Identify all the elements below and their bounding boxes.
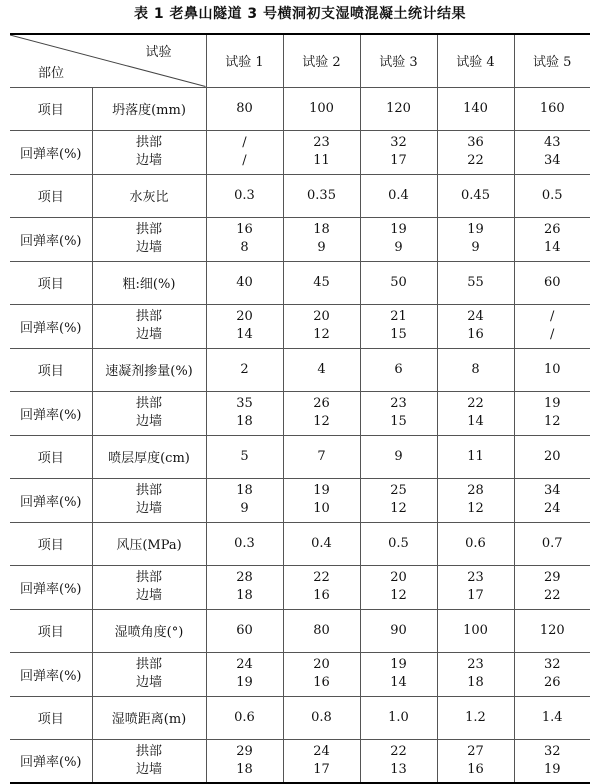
parameter-value: 4 xyxy=(283,348,360,391)
rebound-label: 回弹率(%) xyxy=(10,739,92,783)
rebound-stack xyxy=(515,656,591,692)
rebound-stack xyxy=(361,569,437,605)
location-labels xyxy=(92,130,206,174)
rebound-stack xyxy=(438,743,514,779)
wall-value: 19 xyxy=(236,675,253,690)
rebound-stack xyxy=(515,395,591,431)
parameter-value: 160 xyxy=(514,87,590,130)
location-stack xyxy=(93,221,206,257)
arch-value: 25 xyxy=(390,483,407,498)
parameter-value: 0.7 xyxy=(514,522,590,565)
rebound-values xyxy=(514,652,590,696)
parameter-value: 0.8 xyxy=(283,696,360,739)
parameter-value: 100 xyxy=(283,87,360,130)
arch-value: 19 xyxy=(390,657,407,672)
wall-value: 12 xyxy=(313,414,330,429)
rebound-values xyxy=(206,304,283,348)
test-header: 试验 2 xyxy=(283,34,360,87)
arch-label: 拱部 xyxy=(135,743,162,759)
rebound-row xyxy=(10,217,590,261)
rebound-stack xyxy=(438,221,514,257)
arch-value: 22 xyxy=(313,570,330,585)
arch-value: 23 xyxy=(467,657,484,672)
location-labels xyxy=(92,217,206,261)
wall-value: 34 xyxy=(543,153,561,168)
wall-value: 16 xyxy=(467,761,484,777)
rebound-stack xyxy=(515,134,591,170)
wall-value: 22 xyxy=(543,588,561,603)
parameter-row xyxy=(10,609,590,652)
wall-value: 12 xyxy=(467,501,484,516)
wall-value: / xyxy=(242,153,247,168)
rebound-values xyxy=(283,478,360,522)
location-stack xyxy=(93,395,206,431)
parameter-row xyxy=(10,174,590,217)
rebound-stack xyxy=(361,308,437,344)
arch-label: 拱部 xyxy=(135,396,162,411)
rebound-stack xyxy=(207,482,283,518)
parameter-value: 0.6 xyxy=(437,522,514,565)
rebound-stack xyxy=(438,569,514,605)
wall-value: 18 xyxy=(236,588,253,603)
rebound-stack xyxy=(207,743,283,779)
table-title: 表 1 老鼻山隧道 3 号横洞初支湿喷混凝土统计结果 xyxy=(134,6,466,22)
arch-value: 20 xyxy=(313,309,330,324)
item-label: 项目 xyxy=(10,174,92,217)
rebound-label: 回弹率(%) xyxy=(10,217,92,261)
parameter-value: 80 xyxy=(206,87,283,130)
location-labels xyxy=(92,391,206,435)
rebound-values xyxy=(283,565,360,609)
arch-value: 23 xyxy=(313,135,330,150)
arch-value: 19 xyxy=(467,222,484,237)
arch-value: 28 xyxy=(467,483,484,498)
rebound-values xyxy=(437,478,514,522)
arch-value: 35 xyxy=(236,396,253,411)
parameter-name: 坍落度(mm) xyxy=(92,87,206,130)
rebound-row xyxy=(10,739,590,783)
parameter-value: 120 xyxy=(514,609,590,652)
parameter-value: 1.4 xyxy=(514,696,590,739)
wall-value: 24 xyxy=(543,501,561,516)
parameter-value: 50 xyxy=(360,261,437,304)
wall-value: 12 xyxy=(313,327,330,342)
arch-label: 拱部 xyxy=(135,309,162,324)
column-axis-label: 试验 xyxy=(145,45,172,60)
rebound-values xyxy=(437,130,514,174)
parameter-name: 风压(MPa) xyxy=(92,522,206,565)
rebound-values xyxy=(206,478,283,522)
wall-value: 22 xyxy=(467,153,484,168)
rebound-stack xyxy=(515,743,591,779)
parameter-row xyxy=(10,522,590,565)
rebound-values xyxy=(514,565,590,609)
rebound-stack xyxy=(284,221,360,257)
wall-label: 边墙 xyxy=(135,675,162,690)
wall-value: 17 xyxy=(467,588,484,603)
arch-value: 43 xyxy=(543,135,561,150)
rebound-values xyxy=(437,565,514,609)
arch-value: 34 xyxy=(543,483,561,498)
arch-value: 18 xyxy=(313,222,330,237)
wall-value: 13 xyxy=(390,761,407,777)
rebound-values xyxy=(360,739,437,783)
item-label: 项目 xyxy=(10,435,92,478)
rebound-stack xyxy=(207,569,283,605)
parameter-value: 40 xyxy=(206,261,283,304)
location-labels xyxy=(92,304,206,348)
header-row xyxy=(10,34,590,87)
arch-value: 27 xyxy=(467,743,484,759)
item-label: 项目 xyxy=(10,696,92,739)
wall-value: 9 xyxy=(317,240,326,255)
rebound-values xyxy=(437,217,514,261)
rebound-values xyxy=(437,652,514,696)
rebound-stack xyxy=(207,395,283,431)
arch-value: 18 xyxy=(236,483,253,498)
arch-label: 拱部 xyxy=(135,570,162,585)
rebound-values xyxy=(514,130,590,174)
wall-value: 12 xyxy=(543,414,561,429)
rebound-values xyxy=(514,304,590,348)
rebound-stack xyxy=(361,221,437,257)
arch-value: / xyxy=(550,309,555,324)
parameter-value: 1.2 xyxy=(437,696,514,739)
rebound-values xyxy=(283,304,360,348)
location-stack xyxy=(93,134,206,170)
parameter-value: 80 xyxy=(283,609,360,652)
rebound-label: 回弹率(%) xyxy=(10,565,92,609)
arch-label: 拱部 xyxy=(135,135,162,150)
wall-value: 16 xyxy=(313,588,330,603)
parameter-value: 0.5 xyxy=(514,174,590,217)
rebound-values xyxy=(283,391,360,435)
arch-value: 36 xyxy=(467,135,484,150)
wall-value: 9 xyxy=(394,240,403,255)
rebound-values xyxy=(514,391,590,435)
rebound-row xyxy=(10,652,590,696)
arch-label: 拱部 xyxy=(135,222,162,237)
wall-value: 12 xyxy=(390,501,407,516)
item-label: 项目 xyxy=(10,348,92,391)
wall-value: 18 xyxy=(236,761,253,777)
location-labels xyxy=(92,652,206,696)
wall-value: 14 xyxy=(236,327,253,342)
rebound-values xyxy=(360,652,437,696)
arch-value: 23 xyxy=(467,570,484,585)
rebound-stack xyxy=(438,656,514,692)
parameter-value: 1.0 xyxy=(360,696,437,739)
arch-value: 24 xyxy=(313,743,330,759)
rebound-values xyxy=(360,304,437,348)
wall-value: 8 xyxy=(240,240,249,255)
parameter-value: 0.4 xyxy=(360,174,437,217)
arch-value: 32 xyxy=(390,135,407,150)
wall-value: 15 xyxy=(390,414,407,429)
rebound-values xyxy=(514,739,590,783)
rebound-label: 回弹率(%) xyxy=(10,130,92,174)
item-label: 项目 xyxy=(10,261,92,304)
rebound-values xyxy=(206,130,283,174)
parameter-row xyxy=(10,348,590,391)
rebound-stack xyxy=(284,482,360,518)
rebound-values xyxy=(283,130,360,174)
wall-value: 11 xyxy=(313,153,330,168)
rebound-values xyxy=(514,478,590,522)
parameter-value: 120 xyxy=(360,87,437,130)
parameter-value: 0.45 xyxy=(437,174,514,217)
rebound-stack xyxy=(207,308,283,344)
rebound-values xyxy=(437,391,514,435)
parameter-row xyxy=(10,87,590,130)
arch-value: 19 xyxy=(313,483,330,498)
arch-value: / xyxy=(242,135,247,150)
rebound-values xyxy=(206,739,283,783)
parameter-value: 9 xyxy=(360,435,437,478)
wall-value: 10 xyxy=(313,501,330,516)
rebound-values xyxy=(283,217,360,261)
location-labels xyxy=(92,478,206,522)
rebound-stack xyxy=(207,134,283,170)
rebound-values xyxy=(206,217,283,261)
statistics-table xyxy=(10,33,590,784)
wall-value: 14 xyxy=(543,240,561,255)
rebound-row xyxy=(10,478,590,522)
location-labels xyxy=(92,565,206,609)
parameter-value: 6 xyxy=(360,348,437,391)
rebound-values xyxy=(206,565,283,609)
parameter-value: 10 xyxy=(514,348,590,391)
test-header: 试验 1 xyxy=(206,34,283,87)
wall-value: / xyxy=(550,327,555,342)
parameter-name: 速凝剂掺量(%) xyxy=(92,348,206,391)
arch-value: 29 xyxy=(236,743,253,759)
wall-label: 边墙 xyxy=(135,588,162,603)
parameter-value: 0.5 xyxy=(360,522,437,565)
rebound-values xyxy=(437,739,514,783)
parameter-value: 140 xyxy=(437,87,514,130)
rebound-label: 回弹率(%) xyxy=(10,304,92,348)
parameter-value: 8 xyxy=(437,348,514,391)
parameter-row xyxy=(10,696,590,739)
diagonal-header-cell xyxy=(10,34,206,87)
arch-label: 拱部 xyxy=(135,483,162,498)
parameter-value: 100 xyxy=(437,609,514,652)
rebound-row xyxy=(10,565,590,609)
rebound-stack xyxy=(515,308,591,344)
arch-value: 20 xyxy=(313,657,330,672)
rebound-stack xyxy=(361,134,437,170)
item-label: 项目 xyxy=(10,87,92,130)
parameter-value: 90 xyxy=(360,609,437,652)
rebound-stack xyxy=(284,308,360,344)
rebound-values xyxy=(360,130,437,174)
rebound-stack xyxy=(207,656,283,692)
wall-value: 17 xyxy=(313,761,330,777)
parameter-name: 喷层厚度(cm) xyxy=(92,435,206,478)
test-header: 试验 5 xyxy=(514,34,590,87)
parameter-value: 60 xyxy=(206,609,283,652)
wall-label: 边墙 xyxy=(135,761,162,777)
wall-label: 边墙 xyxy=(135,240,162,255)
arch-value: 19 xyxy=(543,396,561,411)
rebound-values xyxy=(360,391,437,435)
parameter-value: 0.3 xyxy=(206,174,283,217)
rebound-values xyxy=(437,304,514,348)
item-label: 项目 xyxy=(10,522,92,565)
wall-value: 14 xyxy=(467,414,484,429)
rebound-row xyxy=(10,304,590,348)
rebound-values xyxy=(360,565,437,609)
rebound-stack xyxy=(438,308,514,344)
parameter-value: 0.35 xyxy=(283,174,360,217)
wall-value: 12 xyxy=(390,588,407,603)
rebound-stack xyxy=(284,134,360,170)
arch-value: 23 xyxy=(390,396,407,411)
wall-value: 9 xyxy=(240,501,249,516)
rebound-values xyxy=(514,217,590,261)
wall-label: 边墙 xyxy=(135,327,162,342)
arch-value: 16 xyxy=(236,222,253,237)
rebound-label: 回弹率(%) xyxy=(10,391,92,435)
location-stack xyxy=(93,308,206,344)
wall-value: 15 xyxy=(390,327,407,342)
parameter-value: 5 xyxy=(206,435,283,478)
location-labels xyxy=(92,739,206,783)
parameter-name: 湿喷距离(m) xyxy=(92,696,206,739)
row-axis-label: 部位 xyxy=(38,65,65,81)
wall-value: 16 xyxy=(313,675,330,690)
rebound-stack xyxy=(515,569,591,605)
wall-value: 19 xyxy=(543,761,561,777)
parameter-value: 0.6 xyxy=(206,696,283,739)
rebound-stack xyxy=(284,395,360,431)
parameter-value: 0.3 xyxy=(206,522,283,565)
arch-value: 20 xyxy=(390,570,407,585)
rebound-stack xyxy=(361,395,437,431)
rebound-stack xyxy=(207,221,283,257)
wall-value: 18 xyxy=(467,675,484,690)
arch-value: 22 xyxy=(467,396,484,411)
rebound-row xyxy=(10,391,590,435)
rebound-values xyxy=(283,652,360,696)
parameter-value: 0.4 xyxy=(283,522,360,565)
location-stack xyxy=(93,569,206,605)
arch-value: 32 xyxy=(543,657,561,672)
test-header: 试验 3 xyxy=(360,34,437,87)
wall-value: 26 xyxy=(543,675,561,690)
rebound-stack xyxy=(438,482,514,518)
rebound-stack xyxy=(438,134,514,170)
parameter-value: 55 xyxy=(437,261,514,304)
parameter-value: 2 xyxy=(206,348,283,391)
rebound-row xyxy=(10,130,590,174)
wall-label: 边墙 xyxy=(135,153,162,168)
arch-value: 20 xyxy=(236,309,253,324)
parameter-value: 11 xyxy=(437,435,514,478)
arch-value: 28 xyxy=(236,570,253,585)
rebound-stack xyxy=(361,482,437,518)
arch-value: 32 xyxy=(543,743,561,759)
wall-value: 18 xyxy=(236,414,253,429)
rebound-stack xyxy=(284,656,360,692)
arch-value: 24 xyxy=(467,309,484,324)
arch-value: 24 xyxy=(236,657,253,672)
arch-label: 拱部 xyxy=(135,657,162,672)
parameter-value: 20 xyxy=(514,435,590,478)
parameter-name: 湿喷角度(°) xyxy=(92,609,206,652)
rebound-stack xyxy=(361,656,437,692)
rebound-values xyxy=(206,652,283,696)
rebound-stack xyxy=(515,482,591,518)
arch-value: 29 xyxy=(543,570,561,585)
rebound-values xyxy=(360,217,437,261)
rebound-stack xyxy=(438,395,514,431)
wall-value: 9 xyxy=(471,240,480,255)
parameter-value: 45 xyxy=(283,261,360,304)
rebound-stack xyxy=(284,569,360,605)
rebound-values xyxy=(360,478,437,522)
location-stack xyxy=(93,656,206,692)
rebound-values xyxy=(206,391,283,435)
arch-value: 19 xyxy=(390,222,407,237)
location-stack xyxy=(93,482,206,518)
parameter-name: 水灰比 xyxy=(92,174,206,217)
arch-value: 22 xyxy=(390,743,407,759)
wall-label: 边墙 xyxy=(135,501,162,516)
parameter-value: 7 xyxy=(283,435,360,478)
rebound-values xyxy=(283,739,360,783)
parameter-value: 60 xyxy=(514,261,590,304)
arch-value: 26 xyxy=(313,396,330,411)
location-stack xyxy=(93,743,206,779)
rebound-stack xyxy=(515,221,591,257)
wall-value: 16 xyxy=(467,327,484,342)
wall-value: 17 xyxy=(390,153,407,168)
parameter-row xyxy=(10,261,590,304)
rebound-stack xyxy=(361,743,437,779)
wall-value: 14 xyxy=(390,675,407,690)
parameter-row xyxy=(10,435,590,478)
parameter-name: 粗:细(%) xyxy=(92,261,206,304)
rebound-label: 回弹率(%) xyxy=(10,478,92,522)
arch-value: 21 xyxy=(390,309,407,324)
test-header: 试验 4 xyxy=(437,34,514,87)
wall-label: 边墙 xyxy=(135,414,162,429)
item-label: 项目 xyxy=(10,609,92,652)
arch-value: 26 xyxy=(543,222,561,237)
rebound-label: 回弹率(%) xyxy=(10,652,92,696)
rebound-stack xyxy=(284,743,360,779)
